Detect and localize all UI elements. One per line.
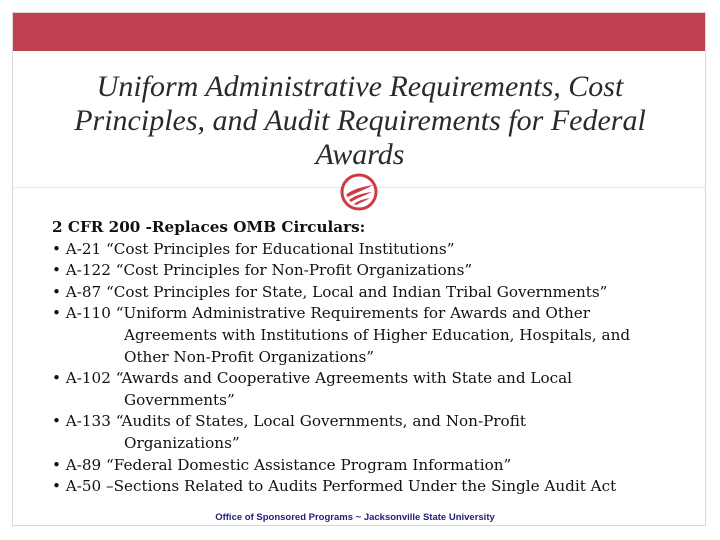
- title-line-3: Awards: [315, 138, 405, 171]
- title-line-2: Principles, and Audit Requirements for Federal: [74, 104, 646, 137]
- header-accent-bar: [13, 13, 705, 51]
- content-heading: 2 CFR 200 -Replaces OMB Circulars:: [52, 218, 366, 236]
- list-item-continuation: Governments”: [124, 390, 235, 409]
- content-body: [52, 217, 692, 498]
- list-item-text: • A-102 “Awards and Cooperative Agreements with State and Local: [52, 369, 573, 388]
- list-item-continuation: Organizations”: [124, 433, 240, 452]
- list-item-continuation: Agreements with Institutions of Higher Education, Hospitals, and: [124, 325, 631, 344]
- list-item-text: • A-21 “Cost Principles for Educational Institutions”: [52, 239, 455, 258]
- list-item-text: • A-89 “Federal Domestic Assistance Program Information”: [52, 455, 512, 474]
- list-item: [52, 476, 692, 498]
- list-item: [52, 455, 692, 477]
- title-line-1: Uniform Administrative Requirements, Cost: [96, 70, 624, 103]
- list-item: [52, 239, 692, 261]
- slide-title: [30, 70, 690, 172]
- list-item: [52, 282, 692, 304]
- list-item: [52, 303, 692, 368]
- list-item-continuation: Other Non-Profit Organizations”: [124, 347, 375, 366]
- list-item-text: • A-122 “Cost Principles for Non-Profit Organizations”: [52, 261, 473, 280]
- list-item-text: • A-50 –Sections Related to Audits Performed Under the Single Audit Act: [52, 477, 617, 496]
- footer-text: Office of Sponsored Programs ~ Jacksonville State University: [215, 512, 495, 523]
- list-item: [52, 260, 692, 282]
- list-item: [52, 411, 692, 454]
- list-item-text: • A-87 “Cost Principles for State, Local and Indian Tribal Governments”: [52, 282, 608, 301]
- jsu-flame-logo-icon: [340, 173, 378, 211]
- list-item-text: • A-133 “Audits of States, Local Governments, and Non-Profit: [52, 412, 526, 431]
- list-item-text: • A-110 “Uniform Administrative Requirements for Awards and Other: [52, 304, 591, 323]
- list-item: [52, 368, 692, 411]
